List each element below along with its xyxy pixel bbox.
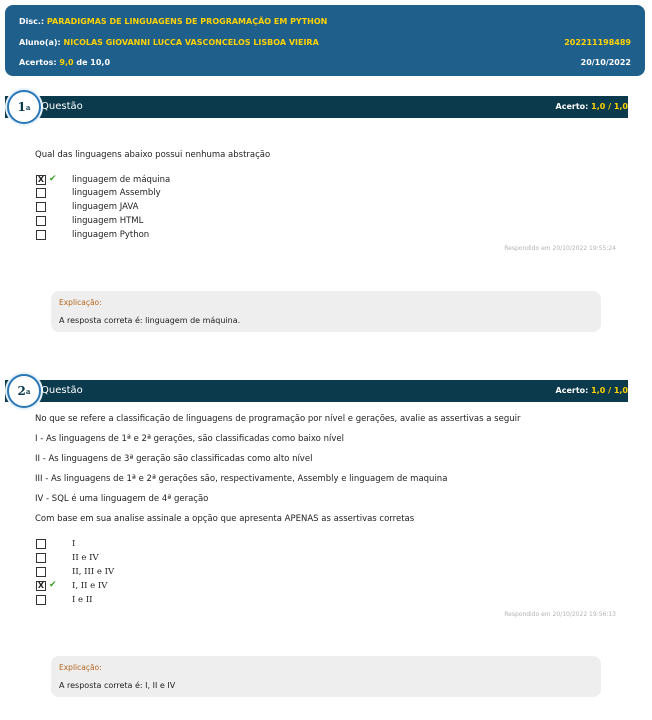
explanation-box	[51, 656, 601, 697]
explanation-box	[51, 291, 601, 332]
student-id: 202211198489	[564, 38, 631, 47]
question-text: No que se refere a classificação de linguagens de programação por nível e gerações, avalie as assertivas a seguir	[35, 414, 521, 424]
question-ordinal: a	[25, 386, 31, 396]
exam-header	[5, 5, 645, 76]
assertion-text: III - As linguagens de 1ª e 2ª gerações são, respectivamente, Assembly e linguagem de maquina	[35, 474, 448, 484]
option-checkbox[interactable]	[36, 567, 46, 577]
question-score-value: 1,0 / 1,0	[591, 102, 628, 111]
option-checkbox[interactable]	[36, 539, 46, 549]
question-2-bar	[5, 380, 628, 402]
option-checkbox[interactable]	[36, 202, 46, 212]
option-checkbox[interactable]	[36, 595, 46, 605]
assertion-text: IV - SQL é uma linguagem de 4ª geração	[35, 494, 209, 504]
option-label: I, II e IV	[72, 581, 108, 591]
score-total: de 10,0	[76, 58, 111, 67]
option-checkbox[interactable]: X	[37, 581, 45, 590]
exam-date: 20/10/2022	[580, 58, 631, 67]
option-label: linguagem Assembly	[72, 188, 161, 198]
answered-timestamp: Respondido em 20/10/2022 19:56:13	[504, 611, 616, 618]
option-checkbox[interactable]	[36, 188, 46, 198]
option-label: linguagem JAVA	[72, 202, 139, 212]
option-label: II, III e IV	[72, 567, 115, 577]
score-row	[19, 58, 631, 67]
discipline-value: PARADIGMAS DE LINGUAGENS DE PROGRAMAÇÃO EM PYTHON	[46, 17, 328, 26]
question-number: 1	[17, 100, 26, 114]
question-number-badge	[7, 90, 41, 124]
question-score-value: 1,0 / 1,0	[591, 386, 628, 395]
question-number: 2	[17, 384, 26, 398]
score-value: 9,0	[59, 58, 74, 67]
discipline-row	[19, 17, 631, 26]
explanation-title: Explicação:	[59, 298, 102, 307]
instruction-text: Com base em sua analise assinale a opção que apresenta APENAS as assertivas corretas	[35, 514, 415, 524]
student-label: Aluno(a):	[19, 38, 61, 47]
score-label: Acertos:	[19, 58, 57, 67]
question-score-label: Acerto:	[555, 386, 589, 395]
question-text: Qual das linguagens abaixo possui nenhuma abstração	[35, 150, 271, 160]
option-checkbox[interactable]	[36, 216, 46, 226]
explanation-text: A resposta correta é: I, II e IV	[59, 681, 176, 690]
student-name: NICOLAS GIOVANNI LUCCA VASCONCELOS LISBOA VIEIRA	[63, 38, 319, 47]
question-number-badge	[7, 374, 41, 408]
option-checkbox[interactable]: X	[37, 175, 45, 184]
question-score	[556, 386, 628, 395]
check-icon: ✔	[49, 580, 57, 590]
explanation-title: Explicação:	[59, 663, 102, 672]
option-label: linguagem de máquina	[72, 175, 171, 185]
question-ordinal: a	[25, 102, 31, 112]
assertion-text: I - As linguagens de 1ª e 2ª gerações, são classificadas como baixo nível	[35, 434, 344, 444]
option-label: linguagem HTML	[72, 216, 144, 226]
option-label: II e IV	[72, 553, 99, 563]
question-score-label: Acerto:	[555, 102, 589, 111]
question-title: Questão	[41, 385, 83, 396]
question-score	[556, 102, 628, 111]
explanation-text: A resposta correta é: linguagem de máquina.	[59, 316, 241, 325]
question-title: Questão	[41, 101, 83, 112]
option-label: I e II	[72, 595, 93, 605]
question-1-bar	[5, 96, 628, 118]
student-row	[19, 38, 631, 47]
option-label: linguagem Python	[72, 230, 150, 240]
check-icon: ✔	[49, 174, 57, 184]
answered-timestamp: Respondido em 20/10/2022 19:55:24	[504, 245, 616, 252]
option-checkbox[interactable]	[36, 230, 46, 240]
assertion-text: II - As linguagens de 3ª geração são classificadas como alto nível	[35, 454, 313, 464]
option-checkbox[interactable]	[36, 553, 46, 563]
discipline-label: Disc.:	[19, 17, 45, 26]
option-label: I	[72, 539, 76, 549]
